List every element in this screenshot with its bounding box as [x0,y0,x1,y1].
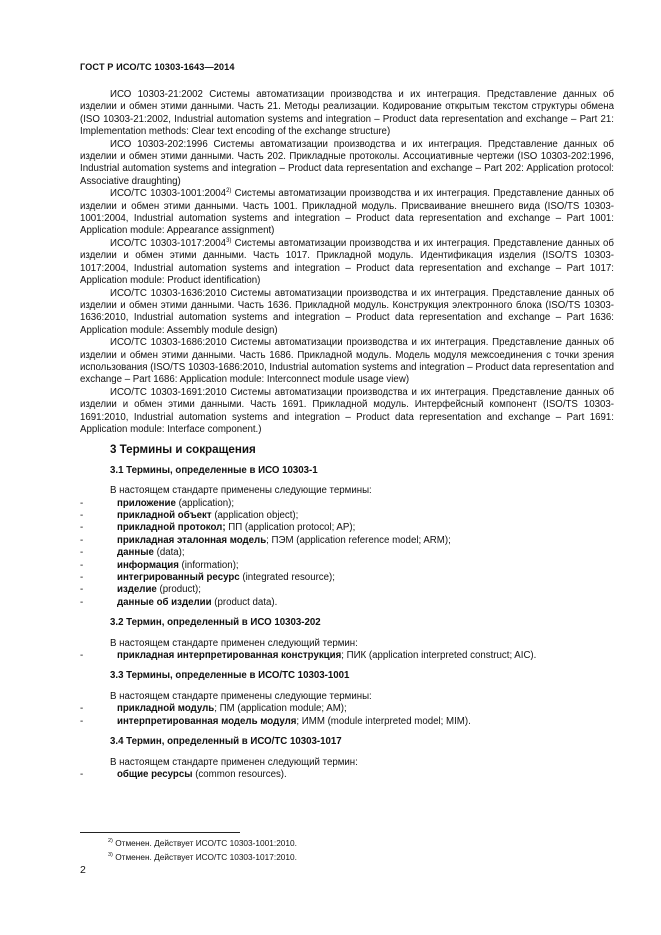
reference-paragraph [80,188,614,238]
term: прикладной объект [117,510,212,521]
term: приложение [117,497,176,509]
subsection-heading: 3.4 Термин, определенный в ИСО/ТС 10303-1017 [110,736,342,748]
list-item: - прикладная интерпретированная конструкция; ПИК (application interpreted construct; AIC). [80,650,537,662]
subsection-heading: 3.1 Термины, определенные в ИСО 10303-1 [110,464,318,476]
list-item: - приложение (application); [80,497,235,509]
subsection-intro: В настоящем стандарте применен следующий термин: [110,756,358,768]
subsection-heading: 3.3 Термины, определенные в ИСО/ТС 10303-1001 [110,670,350,682]
subsection-heading: 3.2 Термин, определенный в ИСО 10303-202 [110,617,321,629]
footnote: $^{3)}$ Отменен. Действует ИСО/ТС 10303-1017:2010. [108,851,297,862]
term: данные об изделии [117,596,212,608]
reference-paragraph: ИСО 10303-21:2002 Системы автоматизации производства и их интеграция. Представление данных об изделии и обмен этими данными. Часть 21. Методы реализации. Кодирование открытым текстом структуры обмена (ISO 10303-21:2002, Industrial automation systems and integration – Product data representation and exchange – Part 21: Implementation methods: Clear text encoding of the exchange structure) [80,89,614,138]
page-number: 2 [80,864,86,876]
document-body [80,89,614,781]
footnotes [108,836,297,863]
term: интерпретированная модель модуля [117,715,297,727]
term: данные [117,547,154,559]
document-header: ГОСТ Р ИСО/ТС 10303-1643—2014 [80,62,235,72]
list-item: - интегрированный ресурс (integrated resource); [80,572,335,584]
term: информация [117,559,179,571]
term: прикладной модуль [117,703,215,715]
list-item: - прикладной объект (application object); [80,510,299,521]
subsection-intro: В настоящем стандарте применены следующие термины: [110,690,372,702]
reference-paragraph: ИСО/ТС 10303-1636:2010 Системы автоматизации производства и их интеграция. Представление данных об изделии и обмен этими данными. Часть 1636. Прикладной модуль. Конструкция электронного блока (ISO/TS 10303-1636:2010, Industrial automation systems and integration – Product data representation and exchange – Part 1636: Application module: Assembly module design) [80,287,614,336]
subsection-intro: В настоящем стандарте применены следующие термины: [110,485,372,497]
reference-paragraph [80,238,614,288]
reference-number: ИСО/ТС 10303-1001:2004 [110,188,227,200]
list-item: - прикладная эталонная модель; ПЭМ (application reference model; ARM); [80,534,451,546]
term: интегрированный ресурс [117,572,240,584]
list-item: - прикладной модуль; ПМ (application module; AM); [80,703,347,715]
term: общие ресурсы [117,768,193,780]
term: изделие [117,584,157,596]
footnote-mark: 2) [108,838,113,844]
reference-text: Системы автоматизации производства и их интеграция. Представление данных об изделии и обмен этими данными. Часть 1017. Прикладной модуль. Идентификация изделия (ISO/TS 10303-1017:2004, Industrial automation systems and integration – Product data representation and exchange – Part 1017: Application module: Product identification) [80,237,614,287]
term-list [80,703,614,728]
reference-paragraph: ИСО/ТС 10303-1686:2010 Системы автоматизации производства и их интеграция. Представление данных об изделии и обмен этими данными. Часть 1686. Прикладной модуль. Модель модуля межсоединения с точки зрения использования (ISO/TS 10303-1686:2010, Industrial automation systems and integration – Product data representation and exchange – Part 1686: Application module: Interconnect module usage view) [80,337,614,386]
term-list [80,769,614,781]
list-item: - общие ресурсы (common resources). [80,768,287,780]
reference-paragraph: ИСО 10303-202:1996 Системы автоматизации производства и их интеграция. Представление данных об изделии и обмен этими данными. Часть 202. Прикладные протоколы. Ассоциативные чертежи (ISO 10303-202:1996, Industrial automation systems and integration – Product data representation and exchange – Part 202: Application protocol: Associative draughting) [80,138,614,187]
list-item: - информация (information); [80,559,239,571]
reference-text: Системы автоматизации производства и их интеграция. Представление данных об изделии и обмен этими данными. Часть 1001. Прикладной модуль. Присваивание внешнего вида (ISO/TS 10303-1001:2004, Industrial automation systems and integration – Product data representation and exchange – Part 1001: Application module: Appearance assignment) [80,188,614,237]
list-item: - данные об изделии (product data). [80,596,278,608]
footnote-marker[interactable]: 3) [226,237,232,244]
list-item: - изделие (product); [80,584,201,596]
term: прикладной протокол; [117,522,226,534]
reference-paragraph: ИСО/ТС 10303-1691:2010 Системы автоматизации производства и их интеграция. Представление данных об изделии и обмен этими данными. Часть 1691. Прикладной модуль. Интерфейсный компонент (ISO/TS 10303-1691:2010, Industrial automation systems and integration – Product data representation and exchange – Part 1691: Application module: Interface component.) [80,386,614,435]
term: прикладная интерпретированная конструкция [117,650,342,662]
footnote: $^{2)}$ Отменен. Действует ИСО/ТС 10303-1001:2010. [108,837,297,848]
subsection-intro: В настоящем стандарте применен следующий термин: [110,637,358,649]
list-item: - прикладной протокол; ПП (application protocol; AP); [80,522,356,534]
footnote-separator [80,832,240,833]
footnote-mark: 3) [108,851,113,858]
term-list [80,498,614,610]
term-list [80,650,614,662]
section-heading: 3 Термины и сокращения [110,443,256,457]
term: прикладная эталонная модель [117,534,267,546]
footnote-marker[interactable]: 2) [226,188,232,195]
list-item: - данные (data); [80,547,185,559]
reference-number: ИСО/ТС 10303-1017:2004 [110,237,227,249]
list-item: - интерпретированная модель модуля; ИММ (module interpreted model; MIM). [80,715,471,727]
